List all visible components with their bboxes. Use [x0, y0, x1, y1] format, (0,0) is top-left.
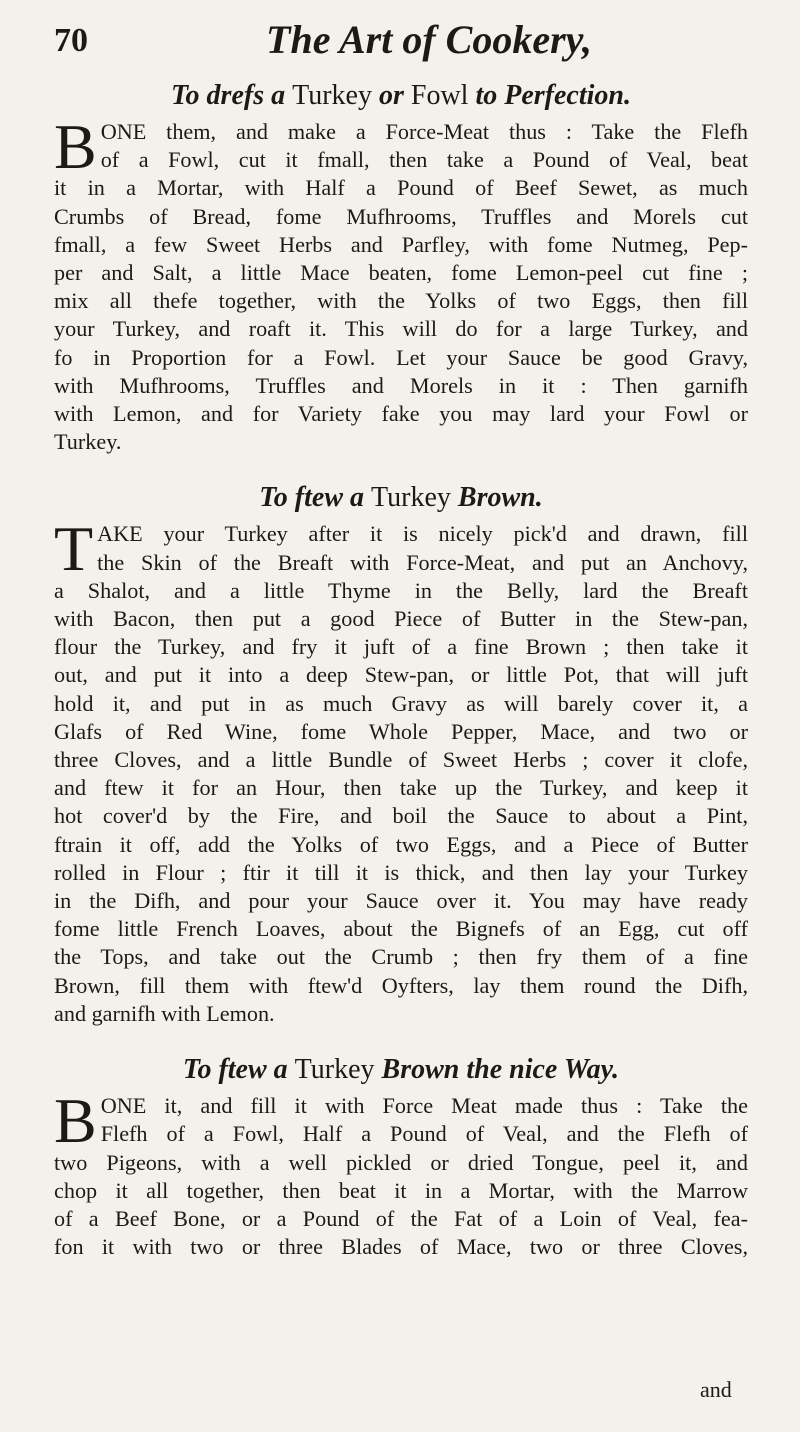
recipe-text [54, 513, 748, 1028]
recipe-heading: To drefs a Turkey or Fowl to Perfection. [171, 80, 631, 111]
text-line: fon it with two or three Blades of Mace, two or three Cloves, [54, 1234, 748, 1260]
text-line: and garnifh with Lemon. [54, 1000, 275, 1026]
text-line: Turkey. [54, 429, 122, 455]
recipe-heading: To ftew a Turkey Brown. [259, 482, 543, 514]
drop-cap: B [54, 111, 97, 182]
running-head [54, 16, 754, 68]
text-line: rolled in Flour ; ftir it till it is thick, and then lay your Turkey [54, 859, 748, 885]
text-line: ONE them, and make a Force-Meat thus : Take the Flefh [100, 119, 748, 144]
text-line: and ftew it for an Hour, then take up the Turkey, and keep it [54, 775, 748, 801]
recipe-heading: To ftew a Turkey Brown the nice Way. [182, 1054, 620, 1086]
text-line: fmall, a few Sweet Herbs and Parfley, with fome Nutmeg, Pep- [54, 231, 748, 257]
text-line: the Skin of the Breaft with Force-Meat, and put an Anchovy, [97, 549, 748, 575]
text-line: of a Beef Bone, or a Pound of the Fat of a Loin of Veal, fea- [54, 1205, 748, 1231]
drop-cap: T [54, 513, 94, 585]
recipe-text [54, 111, 748, 456]
text-line: Glafs of Red Wine, fome Whole Pepper, Mace, and two or [54, 718, 748, 744]
drop-cap: B [54, 1085, 97, 1157]
text-line: two Pigeons, with a well pickled or dried Tongue, peel it, and [54, 1149, 748, 1175]
text-line: of a Fowl, cut it fmall, then take a Pound of Veal, beat [100, 147, 748, 173]
text-line: mix all thefe together, with the Yolks of two Eggs, then fill [54, 288, 748, 314]
text-line: with Lemon, and for Variety fake you may lard your Fowl or [54, 401, 748, 427]
book-title: The Art of Cookery, [266, 17, 592, 62]
text-line: fome little French Loaves, about the Bignefs of an Egg, cut off [54, 916, 748, 942]
text-line: hot cover'd by the Fire, and boil the Sauce to about a Pint, [54, 803, 748, 829]
text-line: Flefh of a Fowl, Half a Pound of Veal, and the Flefh of [100, 1121, 748, 1147]
text-line: chop it all together, then beat it in a Mortar, with the Marrow [54, 1177, 748, 1203]
text-line: with Mufhrooms, Truffles and Morels in it : Then garnifh [54, 372, 748, 398]
text-line: a Shalot, and a little Thyme in the Belly, lard the Breaft [54, 577, 748, 603]
text-line: with Bacon, then put a good Piece of Butter in the Stew-pan, [54, 606, 748, 632]
recipe-text [54, 1085, 748, 1261]
text-line: three Cloves, and a little Bundle of Sweet Herbs ; cover it clofe, [54, 747, 748, 773]
catchword: and [700, 1377, 732, 1402]
text-line: ftrain it off, add the Yolks of two Eggs, and a Piece of Butter [54, 831, 748, 857]
text-line: out, and put it into a deep Stew-pan, or little Pot, that will juft [54, 662, 748, 688]
text-line: fo in Proportion for a Fowl. Let your Sauce be good Gravy, [54, 344, 748, 370]
text-line: ONE it, and fill it with Force Meat made thus : Take the [100, 1093, 748, 1119]
text-line: in the Difh, and pour your Sauce over it. You may have ready [54, 888, 748, 914]
text-line: flour the Turkey, and fry it juft of a fine Brown ; then take it [54, 634, 748, 660]
text-line: Crumbs of Bread, fome Mufhrooms, Truffles and Morels cut [54, 203, 748, 229]
text-line: per and Salt, a little Mace beaten, fome Lemon-peel cut fine ; [54, 260, 748, 286]
text-line: the Tops, and take out the Crumb ; then fry them of a fine [54, 944, 748, 970]
text-line: it in a Mortar, with Half a Pound of Beef Sewet, as much [54, 175, 748, 201]
text-line: hold it, and put in as much Gravy as will barely cover it, a [54, 690, 748, 716]
text-line: your Turkey, and roaft it. This will do for a large Turkey, and [54, 316, 748, 342]
page-number: 70 [54, 22, 88, 59]
text-block [54, 80, 748, 1287]
text-line: AKE your Turkey after it is nicely pick'd and drawn, fill [97, 521, 748, 547]
text-line: Brown, fill them with ftew'd Oyfters, lay them round the Difh, [54, 972, 748, 998]
